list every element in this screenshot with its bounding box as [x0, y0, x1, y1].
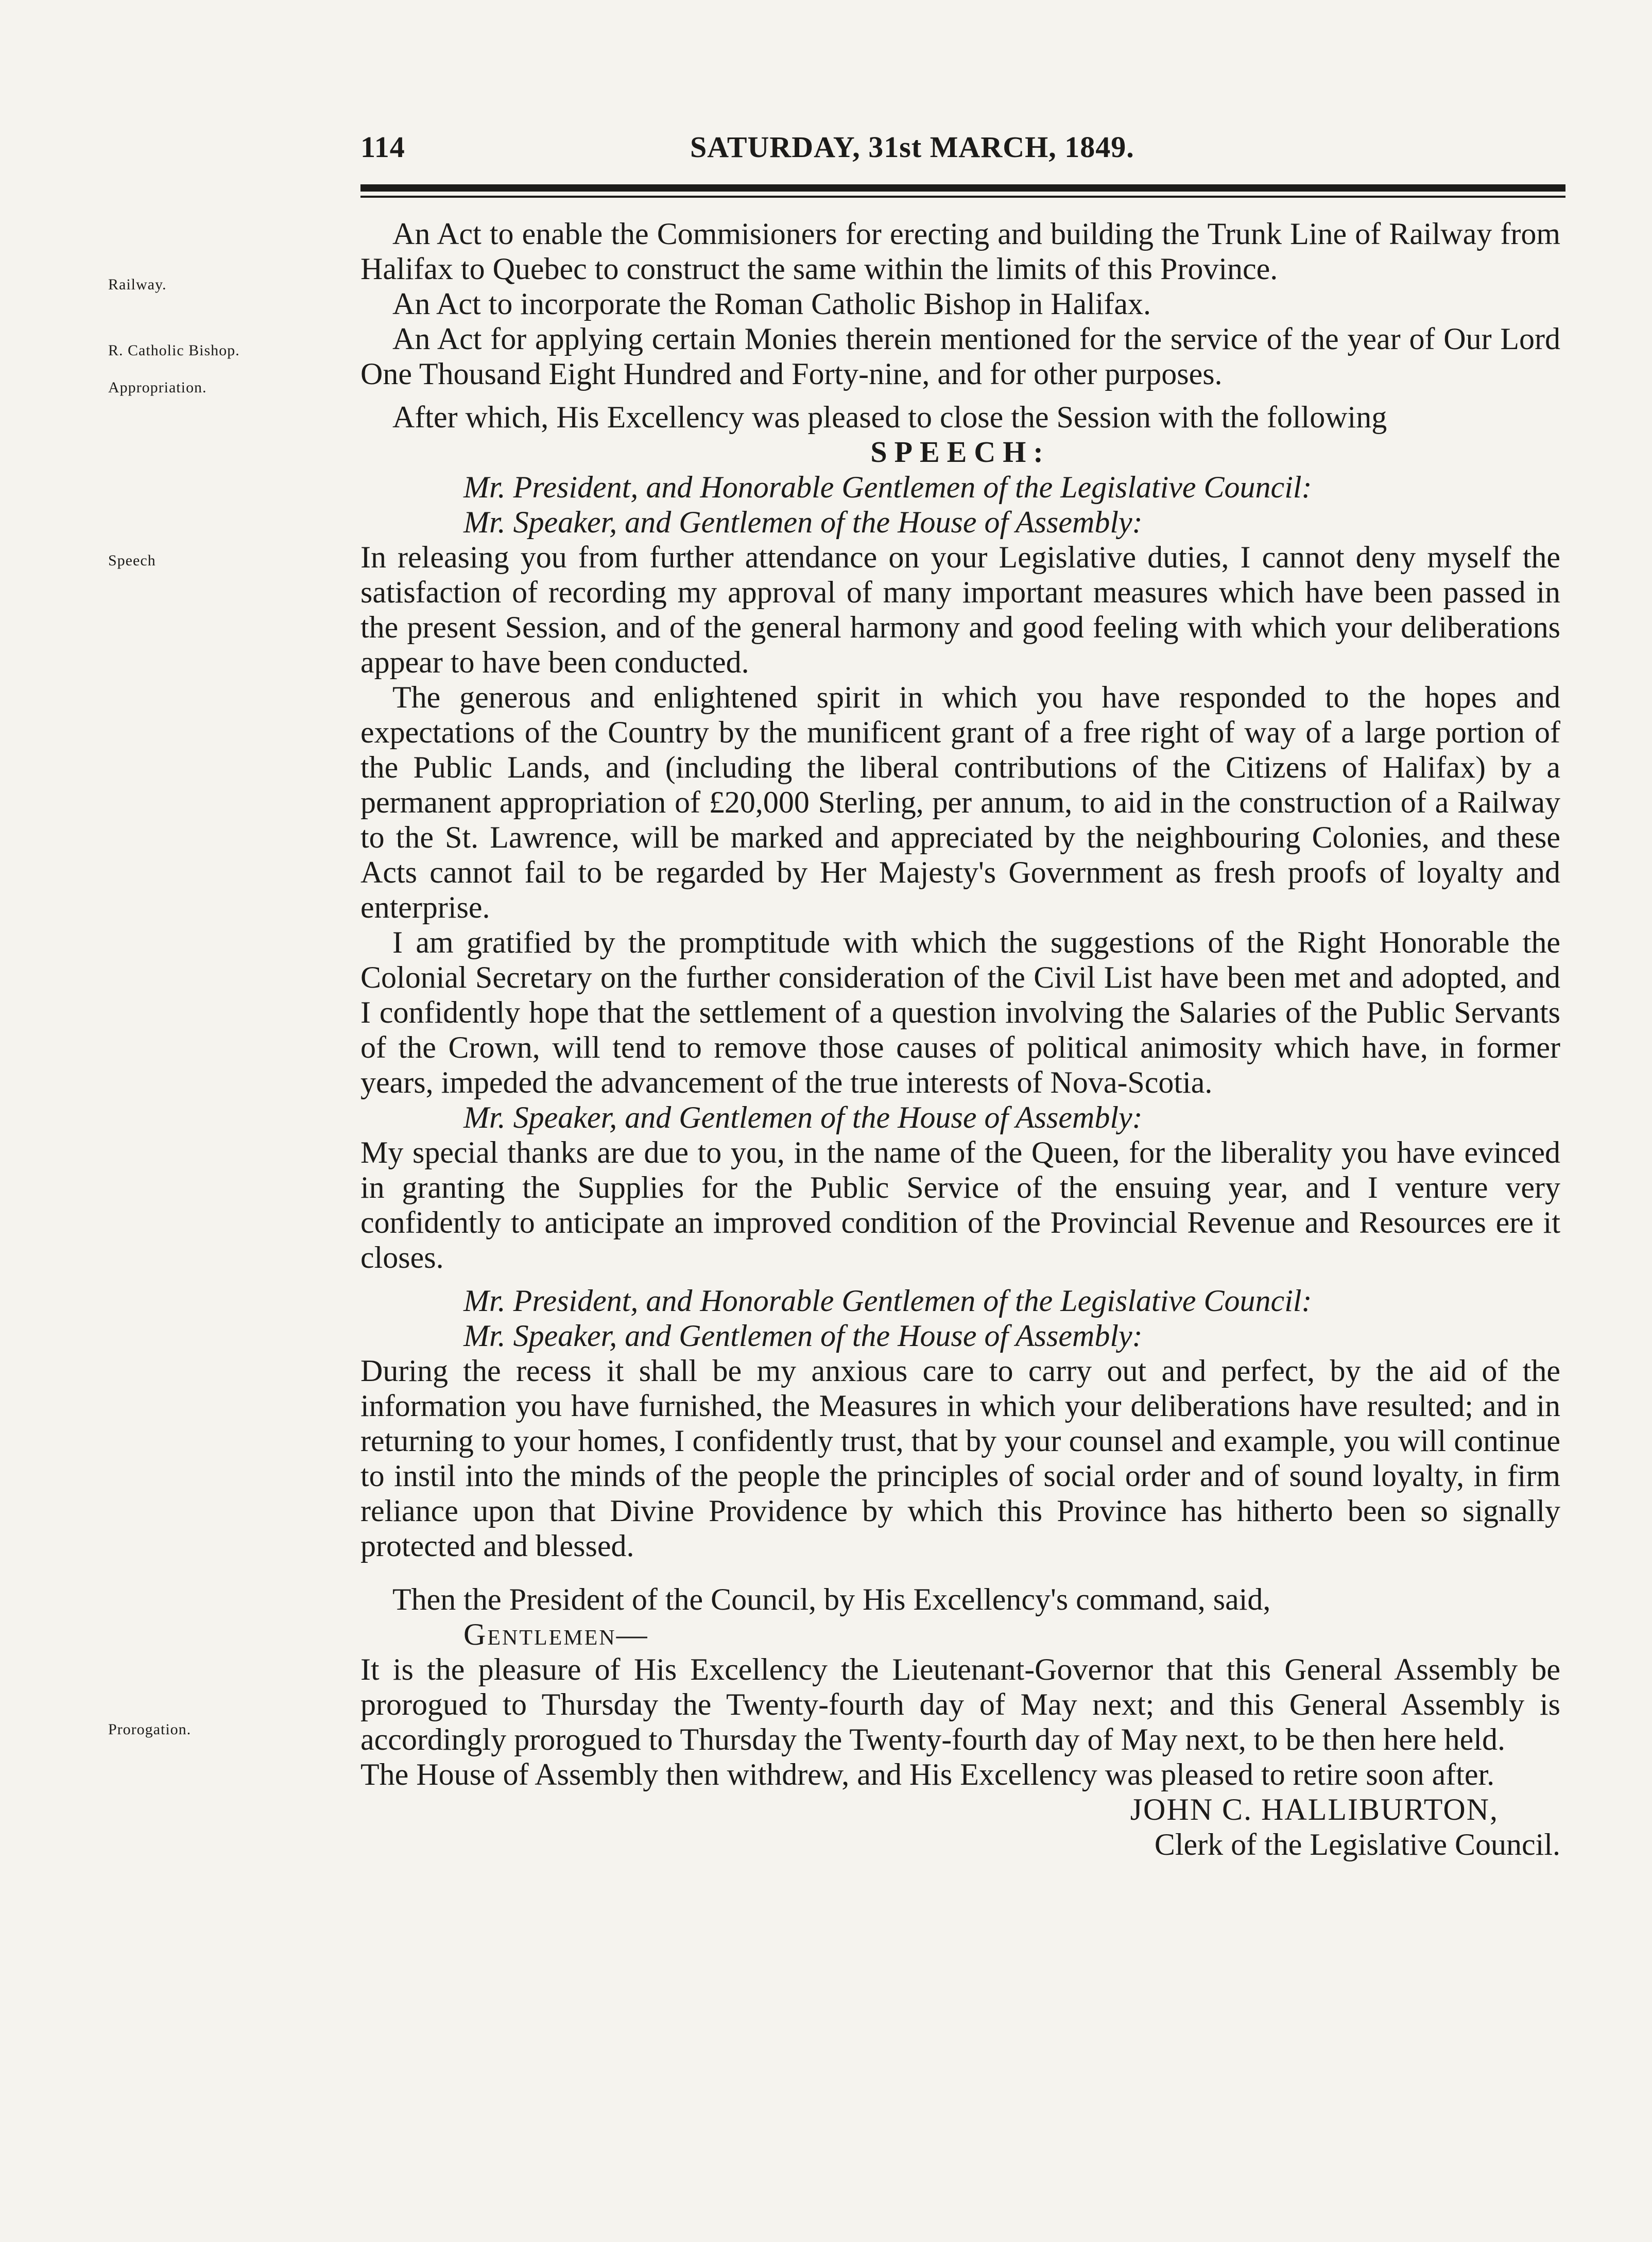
speech-address-council-1: Mr. President, and Honorable Gentlemen of the Legislative Council:: [463, 470, 1312, 504]
page-header: [360, 119, 1236, 166]
signature-name: JOHN C. HALLIBURTON,: [1130, 1792, 1499, 1826]
header-rule-thick: [360, 184, 1565, 192]
speech-heading: SPEECH:: [870, 435, 1051, 469]
act-railway: An Act to enable the Commisioners for erecting and building the Trunk Line of Railway from Halifax to Quebec to construct the same within the limits of this Province.: [360, 217, 1560, 286]
speech-paragraph-1: In releasing you from further attendance on your Legislative duties, I cannot deny myself the satisfaction of recording my approval of many important measures which have been passed in the present Session, and of the general harmony and good feeling with which your deliberations appear to have been conducted.: [360, 540, 1560, 679]
margin-note-speech: Speech: [108, 552, 156, 569]
act-catholic-bishop: An Act to incorporate the Roman Catholic Bishop in Halifax.: [392, 287, 1151, 321]
margin-note-prorogation: Prorogation.: [108, 1721, 192, 1738]
prorogation-paragraph: It is the pleasure of His Excellency the Lieutenant-Governor that this General Assembly be prorogued to Thursday the Twenty-fourth day of May next; and this General Assembly is accordingly prorogued to Thursday the Twenty-fourth day of May next, to be then here held.: [360, 1652, 1560, 1756]
header-date: SATURDAY, 31st MARCH, 1849.: [690, 130, 1134, 164]
speech-paragraph-2: The generous and enlightened spirit in which you have responded to the hopes and expectations of the Country by the munificent grant of a free right of way of a large portion of the Public Lands, and (including the liberal contributions of the Citizens of Halifax) by a permanent appropriation of £20,000 Sterling, per annum, to aid in the construction of a Railway to the St. Lawrence, will be marked and appreciated by the neighbouring Colonies, and these Acts cannot fail to be regarded by Her Majesty's Government as fresh proofs of loyalty and enterprise.: [360, 680, 1560, 924]
speech-paragraph-3: I am gratified by the promptitude with which the suggestions of the Right Honorable the Colonial Secretary on the further consideration of the Civil List have been met and adopted, and I confidently hope that the settlement of a question involving the Salaries of the Public Servants of the Crown, will tend to remove those causes of political animosity which have, in former years, impeded the advancement of the true interests of Nova-Scotia.: [360, 925, 1560, 1099]
speech-paragraph-5: During the recess it shall be my anxious care to carry out and perfect, by the aid of the information you have furnished, the Measures in which your deliberations have resulted; and in returning to your homes, I confidently trust, that by your counsel and example, you will continue to instil into the minds of the people the principles of social order and of sound loyalty, in firm reliance upon that Divine Providence by which this Province has hitherto been so signally protected and blessed.: [360, 1354, 1560, 1563]
document-body: [360, 216, 1560, 1862]
speech-address-assembly-1: Mr. Speaker, and Gentlemen of the House of Assembly:: [463, 505, 1143, 539]
speech-intro: After which, His Excellency was pleased to close the Session with the following: [392, 400, 1387, 434]
speech-paragraph-4: My special thanks are due to you, in the name of the Queen, for the liberality you have evinced in granting the Supplies for the Public Service of the ensuing year, and I venture very confidently to anticipate an improved condition of the Provincial Revenue and Resources ere it closes.: [360, 1135, 1560, 1274]
margin-note-catholic-bishop: R. Catholic Bishop.: [108, 342, 240, 359]
header-rule-thin: [360, 196, 1565, 198]
page-number: 114: [360, 130, 405, 164]
prorogation-salutation: Gentlemen—: [463, 1617, 649, 1651]
speech-address-council-3: Mr. President, and Honorable Gentlemen of the Legislative Council:: [463, 1284, 1312, 1318]
signature-title: Clerk of the Legislative Council.: [1154, 1827, 1560, 1861]
margin-note-appropriation: Appropriation.: [108, 379, 207, 396]
prorogation-closing: The House of Assembly then withdrew, and His Excellency was pleased to retire soon after.: [360, 1757, 1495, 1791]
speech-address-assembly-2: Mr. Speaker, and Gentlemen of the House of Assembly:: [463, 1100, 1143, 1134]
signature-block: [360, 1792, 1560, 1862]
speech-address-assembly-3: Mr. Speaker, and Gentlemen of the House of Assembly:: [463, 1319, 1143, 1353]
prorogation-intro: Then the President of the Council, by His Excellency's command, said,: [392, 1582, 1271, 1616]
act-appropriation: An Act for applying certain Monies therein mentioned for the service of the year of Our Lord One Thousand Eight Hundred and Forty-nine, and for other purposes.: [360, 322, 1560, 391]
margin-note-railway: Railway.: [108, 276, 167, 293]
